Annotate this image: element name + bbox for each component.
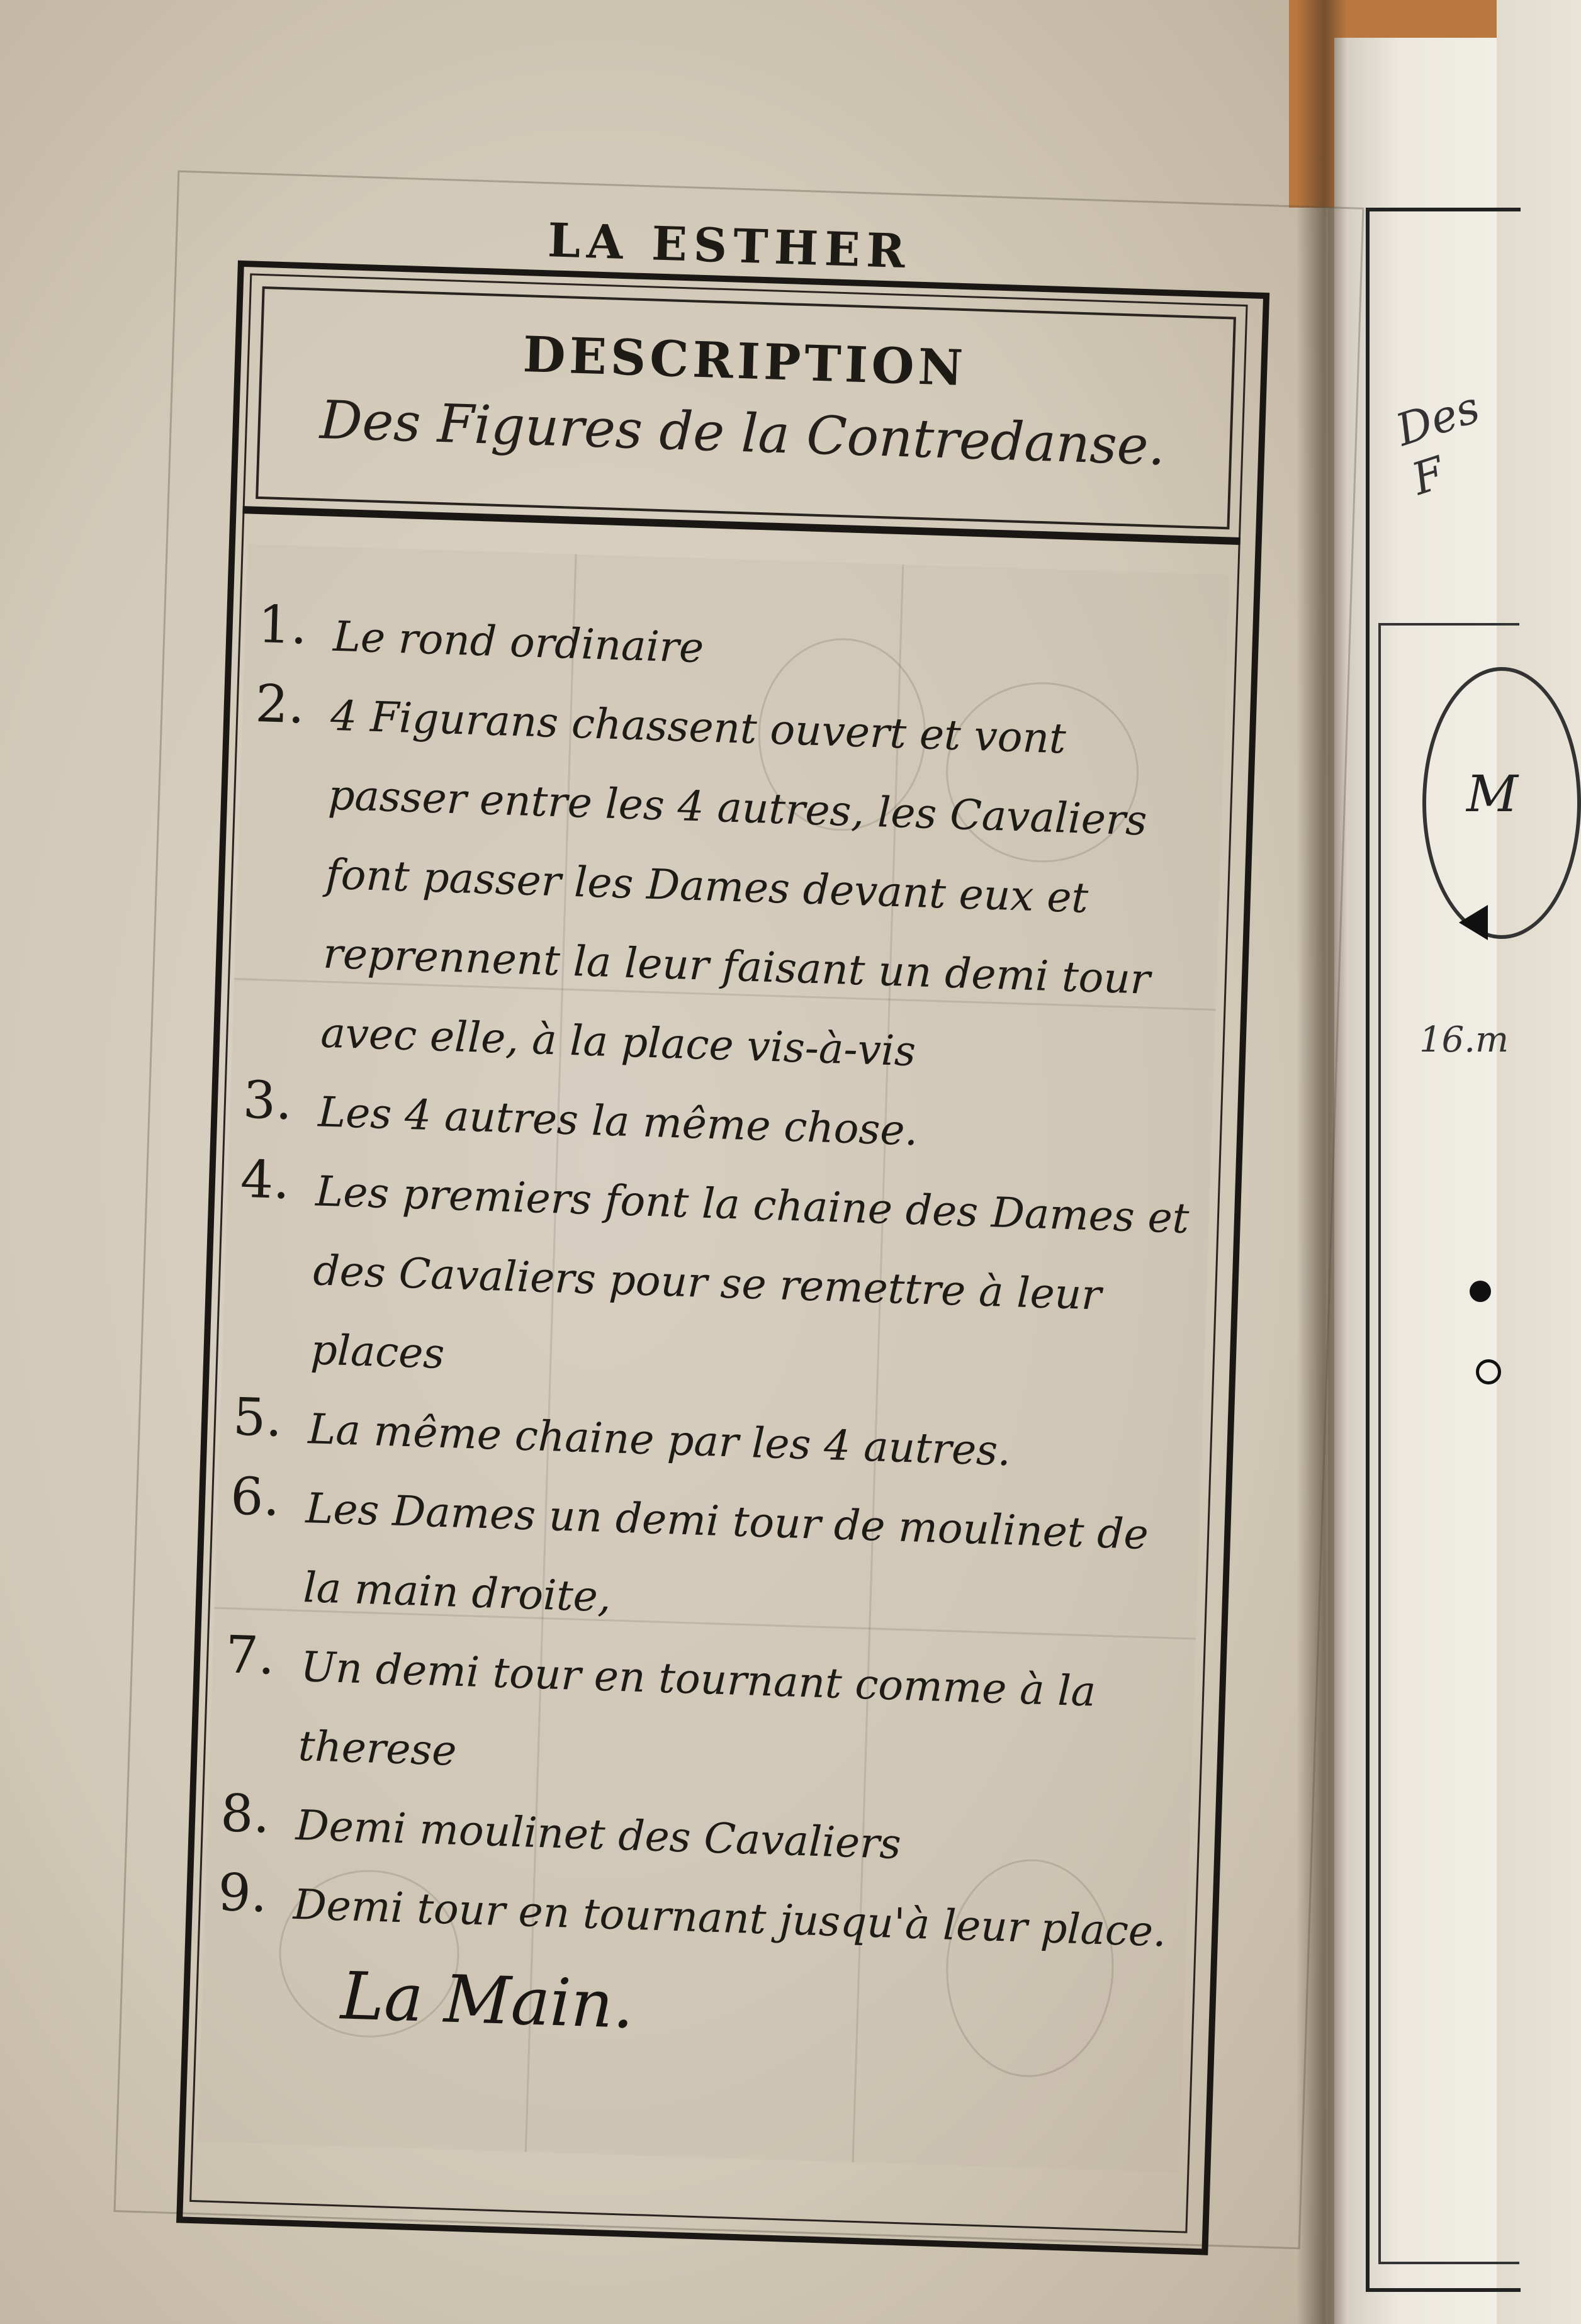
right-page-heading-fragment: Des F xyxy=(1390,381,1486,505)
figure-number: 1. xyxy=(257,595,308,656)
figure-text: La même chaine par les 4 autres. xyxy=(307,1405,1012,1476)
figure-text: Un demi tour en tournant comme à la therese xyxy=(297,1642,1097,1775)
closing-title: La Main. xyxy=(339,1957,636,2043)
right-page-circle-letter: M xyxy=(1466,765,1518,823)
figure-list xyxy=(217,595,1215,1972)
figure-text: Demi moulinet des Cavaliers xyxy=(295,1800,902,1869)
right-page-label: 16.m xyxy=(1419,1019,1509,1060)
figure-number: 2. xyxy=(254,673,306,736)
figure-number: 9. xyxy=(217,1863,269,1924)
list-item xyxy=(227,1466,1188,1655)
figure-number: 3. xyxy=(242,1070,293,1132)
figure-text: Les 4 autres la même chose. xyxy=(317,1087,919,1155)
figure-text: Les premiers font la chaine des Dames et des Cavaliers pour se remettre à leur places xyxy=(310,1167,1190,1378)
list-item xyxy=(222,1625,1183,1814)
figure-text: Les Dames un demi tour de moulinet de la main droite, xyxy=(302,1484,1149,1622)
list-item xyxy=(244,674,1213,1100)
figure-number: 8. xyxy=(219,1783,271,1845)
figure-number: 6. xyxy=(229,1466,281,1528)
figure-number: 4. xyxy=(239,1149,291,1211)
figure-text: 4 Figurans chassent ouvert et vont passer entre les 4 autres, les Cavaliers font passer les Dames devant eux et reprennent la leur faisant un demi tour avec elle, à la place vis-à-vis xyxy=(320,691,1151,1076)
right-page-arrow-icon xyxy=(1459,905,1488,940)
figure-number: 7. xyxy=(224,1625,276,1687)
right-page-dot-icon xyxy=(1470,1281,1491,1302)
figure-text: Le rond ordinaire xyxy=(332,612,705,673)
right-page-ring-icon xyxy=(1476,1359,1501,1384)
subheading: Des Figures de la Contredanse. xyxy=(318,388,1166,478)
figure-text: Demi tour en tournant jusqu'à leur place. xyxy=(292,1880,1167,1956)
engraved-plate xyxy=(125,189,1372,2271)
heading: DESCRIPTION xyxy=(522,326,968,398)
list-item xyxy=(234,1150,1198,1418)
page-title: LA ESTHER xyxy=(546,213,913,279)
figure-number: 5. xyxy=(232,1387,283,1449)
